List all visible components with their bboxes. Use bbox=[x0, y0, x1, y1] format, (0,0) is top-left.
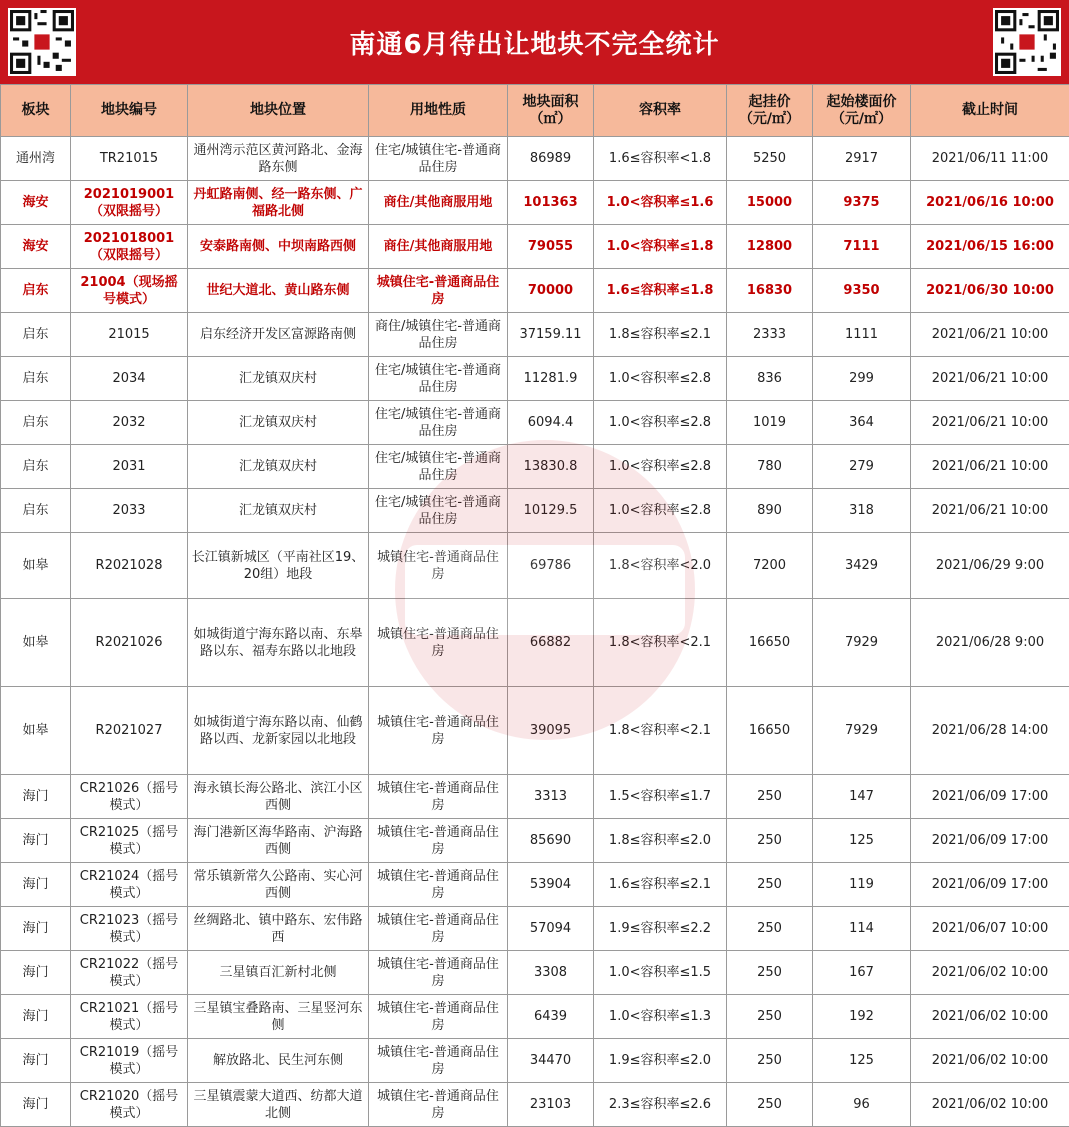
qr-code-right-graphic bbox=[995, 10, 1059, 74]
cell-usage: 城镇住宅-普通商品住房 bbox=[369, 819, 508, 863]
cell-block: 启东 bbox=[1, 401, 71, 445]
cell-location: 如城街道宁海东路以南、东皋路以东、福寿东路以北地段 bbox=[188, 599, 369, 687]
cell-code: 2031 bbox=[71, 445, 188, 489]
cell-deadline: 2021/06/02 10:00 bbox=[911, 995, 1069, 1039]
header-code: 地块编号 bbox=[71, 85, 188, 137]
cell-price: 12800 bbox=[727, 225, 813, 269]
cell-far: 2.3≤容积率≤2.6 bbox=[594, 1083, 727, 1127]
cell-deadline: 2021/06/21 10:00 bbox=[911, 357, 1069, 401]
cell-code: 21015 bbox=[71, 313, 188, 357]
cell-price: 15000 bbox=[727, 181, 813, 225]
cell-deadline: 2021/06/21 10:00 bbox=[911, 313, 1069, 357]
table-row bbox=[1, 489, 1069, 533]
cell-usage: 城镇住宅-普通商品住房 bbox=[369, 1083, 508, 1127]
cell-block: 海门 bbox=[1, 863, 71, 907]
header-price: 起挂价 （元/㎡） bbox=[727, 85, 813, 137]
header-usage: 用地性质 bbox=[369, 85, 508, 137]
cell-far: 1.6≤容积率≤2.1 bbox=[594, 863, 727, 907]
page-title: 南通6月待出让地块不完全统计 bbox=[349, 29, 720, 60]
cell-price: 1019 bbox=[727, 401, 813, 445]
cell-deadline: 2021/06/21 10:00 bbox=[911, 401, 1069, 445]
cell-location: 汇龙镇双庆村 bbox=[188, 401, 369, 445]
cell-floor: 9375 bbox=[813, 181, 911, 225]
cell-area: 79055 bbox=[508, 225, 594, 269]
cell-area: 6439 bbox=[508, 995, 594, 1039]
table-row bbox=[1, 819, 1069, 863]
cell-block: 如皋 bbox=[1, 687, 71, 775]
cell-deadline: 2021/06/02 10:00 bbox=[911, 951, 1069, 995]
cell-far: 1.0<容积率≤2.8 bbox=[594, 401, 727, 445]
cell-area: 39095 bbox=[508, 687, 594, 775]
cell-floor: 318 bbox=[813, 489, 911, 533]
table-header-row bbox=[1, 85, 1069, 137]
cell-location: 三星镇震蒙大道西、纺都大道北侧 bbox=[188, 1083, 369, 1127]
cell-code: CR21025（摇号模式） bbox=[71, 819, 188, 863]
cell-area: 3313 bbox=[508, 775, 594, 819]
cell-price: 250 bbox=[727, 819, 813, 863]
cell-far: 1.9≤容积率≤2.0 bbox=[594, 1039, 727, 1083]
cell-deadline: 2021/06/21 10:00 bbox=[911, 445, 1069, 489]
land-parcel-table bbox=[0, 84, 1069, 1127]
cell-usage: 住宅/城镇住宅-普通商品住房 bbox=[369, 137, 508, 181]
cell-area: 66882 bbox=[508, 599, 594, 687]
cell-code: CR21020（摇号模式） bbox=[71, 1083, 188, 1127]
cell-deadline: 2021/06/29 9:00 bbox=[911, 533, 1069, 599]
cell-floor: 1111 bbox=[813, 313, 911, 357]
cell-code: CR21026（摇号模式） bbox=[71, 775, 188, 819]
cell-usage: 住宅/城镇住宅-普通商品住房 bbox=[369, 489, 508, 533]
cell-price: 836 bbox=[727, 357, 813, 401]
cell-price: 250 bbox=[727, 995, 813, 1039]
cell-deadline: 2021/06/09 17:00 bbox=[911, 775, 1069, 819]
cell-floor: 147 bbox=[813, 775, 911, 819]
cell-floor: 119 bbox=[813, 863, 911, 907]
table-row bbox=[1, 1039, 1069, 1083]
cell-price: 2333 bbox=[727, 313, 813, 357]
cell-deadline: 2021/06/09 17:00 bbox=[911, 819, 1069, 863]
cell-location: 如城街道宁海东路以南、仙鹤路以西、龙新家园以北地段 bbox=[188, 687, 369, 775]
cell-price: 250 bbox=[727, 1039, 813, 1083]
cell-area: 13830.8 bbox=[508, 445, 594, 489]
cell-floor: 9350 bbox=[813, 269, 911, 313]
qr-code-icon bbox=[8, 8, 76, 76]
cell-block: 海门 bbox=[1, 819, 71, 863]
cell-price: 16650 bbox=[727, 687, 813, 775]
cell-area: 86989 bbox=[508, 137, 594, 181]
cell-area: 6094.4 bbox=[508, 401, 594, 445]
table-row bbox=[1, 775, 1069, 819]
cell-price: 250 bbox=[727, 907, 813, 951]
cell-usage: 住宅/城镇住宅-普通商品住房 bbox=[369, 401, 508, 445]
cell-block: 启东 bbox=[1, 269, 71, 313]
qr-code-left-graphic bbox=[10, 10, 74, 74]
cell-deadline: 2021/06/02 10:00 bbox=[911, 1083, 1069, 1127]
cell-location: 汇龙镇双庆村 bbox=[188, 357, 369, 401]
cell-block: 启东 bbox=[1, 313, 71, 357]
cell-code: CR21024（摇号模式） bbox=[71, 863, 188, 907]
table-row bbox=[1, 445, 1069, 489]
cell-floor: 125 bbox=[813, 1039, 911, 1083]
cell-area: 85690 bbox=[508, 819, 594, 863]
header-area: 地块面积 （㎡） bbox=[508, 85, 594, 137]
cell-deadline: 2021/06/28 14:00 bbox=[911, 687, 1069, 775]
table-body bbox=[1, 137, 1069, 1127]
cell-area: 34470 bbox=[508, 1039, 594, 1083]
cell-usage: 城镇住宅-普通商品住房 bbox=[369, 951, 508, 995]
table-row bbox=[1, 401, 1069, 445]
cell-code: CR21019（摇号模式） bbox=[71, 1039, 188, 1083]
cell-floor: 7111 bbox=[813, 225, 911, 269]
cell-block: 通州湾 bbox=[1, 137, 71, 181]
cell-far: 1.9≤容积率≤2.2 bbox=[594, 907, 727, 951]
cell-deadline: 2021/06/11 11:00 bbox=[911, 137, 1069, 181]
cell-area: 101363 bbox=[508, 181, 594, 225]
cell-area: 57094 bbox=[508, 907, 594, 951]
cell-area: 3308 bbox=[508, 951, 594, 995]
cell-block: 启东 bbox=[1, 445, 71, 489]
cell-block: 海门 bbox=[1, 907, 71, 951]
cell-block: 如皋 bbox=[1, 599, 71, 687]
table-row bbox=[1, 687, 1069, 775]
cell-location: 世纪大道北、黄山路东侧 bbox=[188, 269, 369, 313]
cell-area: 69786 bbox=[508, 533, 594, 599]
cell-floor: 192 bbox=[813, 995, 911, 1039]
cell-code: TR21015 bbox=[71, 137, 188, 181]
cell-far: 1.8<容积率<2.1 bbox=[594, 599, 727, 687]
cell-code: 2033 bbox=[71, 489, 188, 533]
cell-usage: 城镇住宅-普通商品住房 bbox=[369, 775, 508, 819]
cell-usage: 城镇住宅-普通商品住房 bbox=[369, 995, 508, 1039]
cell-floor: 96 bbox=[813, 1083, 911, 1127]
cell-code: CR21023（摇号模式） bbox=[71, 907, 188, 951]
cell-location: 启东经济开发区富源路南侧 bbox=[188, 313, 369, 357]
cell-floor: 299 bbox=[813, 357, 911, 401]
table-row bbox=[1, 533, 1069, 599]
cell-price: 250 bbox=[727, 951, 813, 995]
cell-price: 16830 bbox=[727, 269, 813, 313]
cell-usage: 城镇住宅-普通商品住房 bbox=[369, 863, 508, 907]
table-row bbox=[1, 995, 1069, 1039]
cell-price: 5250 bbox=[727, 137, 813, 181]
cell-price: 250 bbox=[727, 1083, 813, 1127]
cell-usage: 城镇住宅-普通商品住房 bbox=[369, 907, 508, 951]
table-row bbox=[1, 181, 1069, 225]
header-far: 容积率 bbox=[594, 85, 727, 137]
cell-price: 16650 bbox=[727, 599, 813, 687]
cell-location: 长江镇新城区（平南社区19、20组）地段 bbox=[188, 533, 369, 599]
cell-block: 海安 bbox=[1, 225, 71, 269]
table-row bbox=[1, 599, 1069, 687]
cell-location: 三星镇百汇新村北侧 bbox=[188, 951, 369, 995]
header-deadline: 截止时间 bbox=[911, 85, 1069, 137]
table-row bbox=[1, 863, 1069, 907]
cell-location: 丹虹路南侧、经一路东侧、广福路北侧 bbox=[188, 181, 369, 225]
cell-far: 1.5<容积率≤1.7 bbox=[594, 775, 727, 819]
table-row bbox=[1, 137, 1069, 181]
header-floor-price: 起始楼面价 （元/㎡） bbox=[813, 85, 911, 137]
cell-code: R2021027 bbox=[71, 687, 188, 775]
cell-area: 10129.5 bbox=[508, 489, 594, 533]
cell-far: 1.0<容积率≤1.8 bbox=[594, 225, 727, 269]
cell-floor: 114 bbox=[813, 907, 911, 951]
cell-location: 通州湾示范区黄河路北、金海路东侧 bbox=[188, 137, 369, 181]
cell-location: 汇龙镇双庆村 bbox=[188, 445, 369, 489]
cell-code: CR21022（摇号模式） bbox=[71, 951, 188, 995]
cell-floor: 364 bbox=[813, 401, 911, 445]
cell-code: 2021018001（双限摇号） bbox=[71, 225, 188, 269]
cell-block: 启东 bbox=[1, 489, 71, 533]
cell-deadline: 2021/06/21 10:00 bbox=[911, 489, 1069, 533]
cell-code: 21004（现场摇号模式） bbox=[71, 269, 188, 313]
cell-location: 海门港新区海华路南、沪海路西侧 bbox=[188, 819, 369, 863]
cell-floor: 125 bbox=[813, 819, 911, 863]
cell-code: CR21021（摇号模式） bbox=[71, 995, 188, 1039]
cell-usage: 城镇住宅-普通商品住房 bbox=[369, 269, 508, 313]
cell-usage: 商住/其他商服用地 bbox=[369, 181, 508, 225]
cell-area: 23103 bbox=[508, 1083, 594, 1127]
cell-far: 1.0<容积率≤1.3 bbox=[594, 995, 727, 1039]
cell-far: 1.8≤容积率≤2.0 bbox=[594, 819, 727, 863]
cell-location: 丝绸路北、镇中路东、宏伟路西 bbox=[188, 907, 369, 951]
cell-floor: 7929 bbox=[813, 599, 911, 687]
qr-code-icon bbox=[993, 8, 1061, 76]
cell-deadline: 2021/06/15 16:00 bbox=[911, 225, 1069, 269]
cell-far: 1.8<容积率<2.1 bbox=[594, 687, 727, 775]
cell-usage: 商住/城镇住宅-普通商品住房 bbox=[369, 313, 508, 357]
cell-area: 37159.11 bbox=[508, 313, 594, 357]
cell-far: 1.0<容积率≤2.8 bbox=[594, 357, 727, 401]
cell-floor: 3429 bbox=[813, 533, 911, 599]
cell-deadline: 2021/06/30 10:00 bbox=[911, 269, 1069, 313]
table-row bbox=[1, 907, 1069, 951]
cell-far: 1.0<容积率≤1.6 bbox=[594, 181, 727, 225]
cell-deadline: 2021/06/07 10:00 bbox=[911, 907, 1069, 951]
cell-deadline: 2021/06/16 10:00 bbox=[911, 181, 1069, 225]
cell-floor: 7929 bbox=[813, 687, 911, 775]
cell-usage: 城镇住宅-普通商品住房 bbox=[369, 533, 508, 599]
header-block: 板块 bbox=[1, 85, 71, 137]
cell-far: 1.0<容积率≤1.5 bbox=[594, 951, 727, 995]
cell-usage: 城镇住宅-普通商品住房 bbox=[369, 599, 508, 687]
table-row bbox=[1, 1083, 1069, 1127]
cell-block: 启东 bbox=[1, 357, 71, 401]
table-row bbox=[1, 225, 1069, 269]
cell-location: 海永镇长海公路北、滨江小区西侧 bbox=[188, 775, 369, 819]
cell-usage: 住宅/城镇住宅-普通商品住房 bbox=[369, 357, 508, 401]
cell-block: 海门 bbox=[1, 951, 71, 995]
cell-location: 安泰路南侧、中坝南路西侧 bbox=[188, 225, 369, 269]
cell-code: 2034 bbox=[71, 357, 188, 401]
cell-far: 1.8≤容积率≤2.1 bbox=[594, 313, 727, 357]
cell-block: 海门 bbox=[1, 775, 71, 819]
cell-price: 7200 bbox=[727, 533, 813, 599]
cell-floor: 279 bbox=[813, 445, 911, 489]
cell-location: 汇龙镇双庆村 bbox=[188, 489, 369, 533]
cell-far: 1.0<容积率≤2.8 bbox=[594, 489, 727, 533]
cell-code: R2021026 bbox=[71, 599, 188, 687]
cell-far: 1.6≤容积率<1.8 bbox=[594, 137, 727, 181]
header-location: 地块位置 bbox=[188, 85, 369, 137]
cell-floor: 167 bbox=[813, 951, 911, 995]
cell-code: R2021028 bbox=[71, 533, 188, 599]
cell-code: 2032 bbox=[71, 401, 188, 445]
cell-usage: 住宅/城镇住宅-普通商品住房 bbox=[369, 445, 508, 489]
cell-price: 250 bbox=[727, 863, 813, 907]
cell-price: 780 bbox=[727, 445, 813, 489]
cell-far: 1.6≤容积率≤1.8 bbox=[594, 269, 727, 313]
page-header bbox=[0, 0, 1069, 84]
table-row bbox=[1, 951, 1069, 995]
cell-deadline: 2021/06/02 10:00 bbox=[911, 1039, 1069, 1083]
table-row bbox=[1, 357, 1069, 401]
cell-deadline: 2021/06/09 17:00 bbox=[911, 863, 1069, 907]
cell-block: 海安 bbox=[1, 181, 71, 225]
cell-block: 如皋 bbox=[1, 533, 71, 599]
cell-usage: 城镇住宅-普通商品住房 bbox=[369, 1039, 508, 1083]
cell-block: 海门 bbox=[1, 995, 71, 1039]
cell-area: 70000 bbox=[508, 269, 594, 313]
table-row bbox=[1, 269, 1069, 313]
cell-area: 53904 bbox=[508, 863, 594, 907]
cell-far: 1.8<容积率<2.0 bbox=[594, 533, 727, 599]
cell-code: 2021019001（双限摇号） bbox=[71, 181, 188, 225]
cell-usage: 城镇住宅-普通商品住房 bbox=[369, 687, 508, 775]
cell-location: 常乐镇新常久公路南、实心河西侧 bbox=[188, 863, 369, 907]
cell-location: 三星镇宝叠路南、三星竖河东侧 bbox=[188, 995, 369, 1039]
cell-price: 890 bbox=[727, 489, 813, 533]
cell-floor: 2917 bbox=[813, 137, 911, 181]
cell-deadline: 2021/06/28 9:00 bbox=[911, 599, 1069, 687]
table-row bbox=[1, 313, 1069, 357]
cell-far: 1.0<容积率≤2.8 bbox=[594, 445, 727, 489]
cell-area: 11281.9 bbox=[508, 357, 594, 401]
cell-price: 250 bbox=[727, 775, 813, 819]
cell-block: 海门 bbox=[1, 1083, 71, 1127]
cell-usage: 商住/其他商服用地 bbox=[369, 225, 508, 269]
cell-location: 解放路北、民生河东侧 bbox=[188, 1039, 369, 1083]
cell-block: 海门 bbox=[1, 1039, 71, 1083]
